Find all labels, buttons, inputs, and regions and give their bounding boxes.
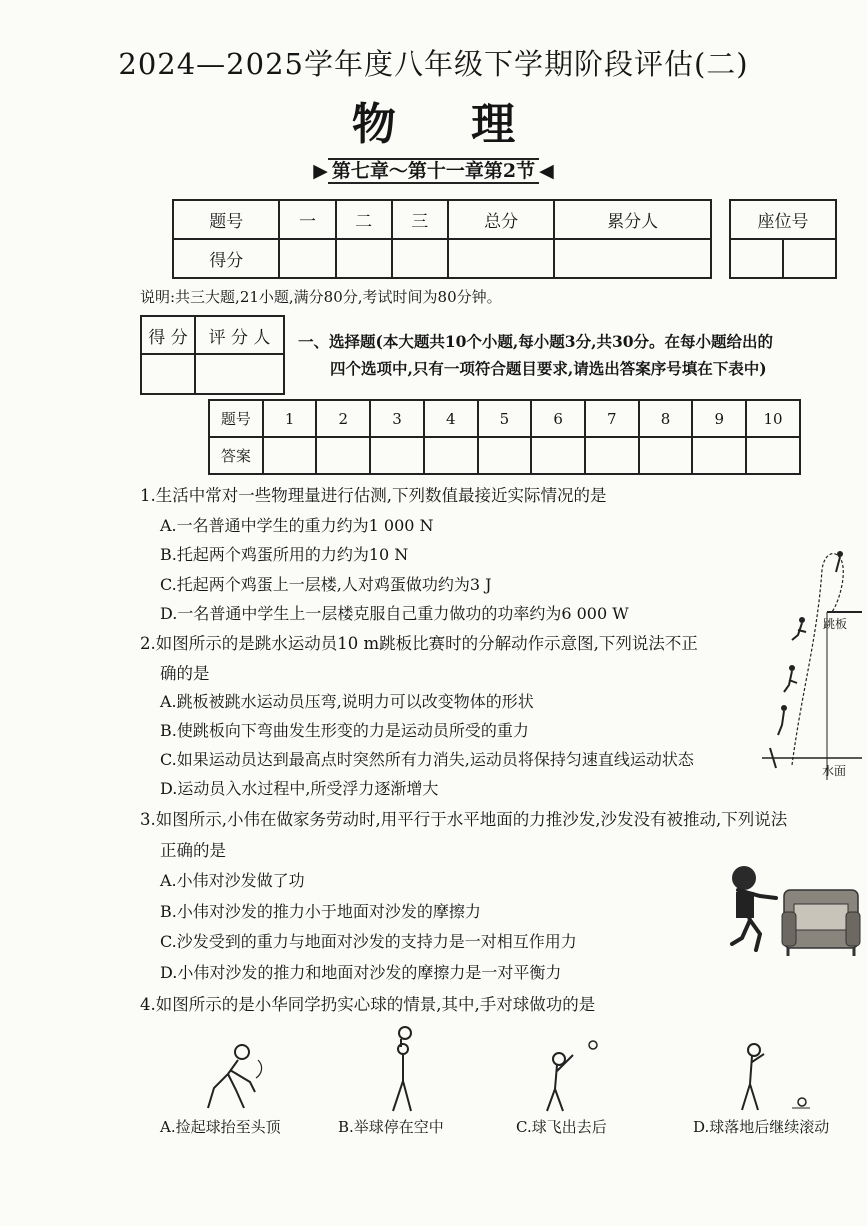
- q3-option-d: D.小伟对沙发的推力和地面对沙发的摩擦力是一对平衡力: [160, 963, 562, 982]
- score-cell[interactable]: [448, 239, 554, 278]
- q3-option-a: A.小伟对沙发做了功: [160, 871, 305, 890]
- answer-cell[interactable]: [692, 437, 746, 474]
- answer-cell[interactable]: [531, 437, 585, 474]
- q2-stem-line2: 确的是: [160, 664, 210, 683]
- exam-note: 说明:共三大题,21小题,满分80分,考试时间为80分钟。: [140, 288, 502, 306]
- q1-stem: 1.生活中常对一些物理量进行估测,下列数值最接近实际情况的是: [140, 486, 607, 505]
- pushing-sofa-figure: [720, 860, 862, 960]
- seat-label: 座位号: [730, 200, 836, 239]
- q2-stem-line1: 2.如图所示的是跳水运动员10 m跳板比赛时的分解动作示意图,下列说法不正: [140, 634, 698, 653]
- section-one-line2: 四个选项中,只有一项符合题目要求,请选出答案序号填在下表中): [330, 359, 767, 378]
- answer-cell[interactable]: [424, 437, 478, 474]
- answer-table: [208, 399, 801, 475]
- q2-option-c: C.如果运动员达到最高点时突然所有力消失,运动员将保持匀速直线运动状态: [160, 750, 694, 769]
- grader-name-label: 评 分 人: [195, 316, 284, 354]
- q4-caption-b: B.举球停在空中: [338, 1118, 444, 1136]
- score-header-cell: 总分: [448, 200, 554, 239]
- answer-cell[interactable]: [478, 437, 532, 474]
- answer-a-label: 答案: [209, 437, 263, 474]
- q3-stem-line1: 3.如图所示,小伟在做家务劳动时,用平行于水平地面的力推沙发,沙发没有被推动,下列说法: [140, 810, 788, 829]
- score-header-cell: 二: [336, 200, 392, 239]
- answer-number: 7: [585, 400, 639, 437]
- right-triangle-icon: ◀: [539, 160, 554, 182]
- fig-board-label: 跳板: [823, 617, 848, 631]
- subject-title: 物 理: [351, 99, 516, 150]
- q4-stem: 4.如图所示的是小华同学扔实心球的情景,其中,手对球做功的是: [140, 995, 596, 1014]
- chapter-label: 第七章～第十一章第2节: [328, 158, 539, 184]
- q3-option-c: C.沙发受到的重力与地面对沙发的支持力是一对相互作用力: [160, 932, 577, 951]
- score-cell[interactable]: [392, 239, 448, 278]
- section-one-line1: 一、选择题(本大题共10个小题,每小题3分,共30分。在每小题给出的: [298, 332, 774, 351]
- answer-number: 5: [478, 400, 532, 437]
- answer-number: 1: [263, 400, 317, 437]
- score-table: [172, 199, 712, 279]
- section-one-heading: [298, 328, 863, 382]
- q1-option-b: B.托起两个鸡蛋所用的力约为10 N: [160, 545, 409, 564]
- grader-name-cell[interactable]: [195, 354, 284, 394]
- answer-cell[interactable]: [316, 437, 370, 474]
- answer-number: 3: [370, 400, 424, 437]
- answer-number: 10: [746, 400, 800, 437]
- q4-caption-d: D.球落地后继续滚动: [693, 1118, 830, 1136]
- q4-caption-c: C.球飞出去后: [516, 1118, 607, 1136]
- throw-figure-c: [535, 1035, 605, 1115]
- q3-stem-line2: 正确的是: [160, 841, 226, 860]
- left-triangle-icon: ▶: [313, 160, 328, 182]
- answer-number: 4: [424, 400, 478, 437]
- score-header-cell: 累分人: [554, 200, 711, 239]
- throw-figure-b: [375, 1025, 435, 1115]
- q1-option-c: C.托起两个鸡蛋上一层楼,人对鸡蛋做功约为3 J: [160, 575, 492, 594]
- throw-figure-d: [730, 1040, 810, 1115]
- fig-water-label: 水面: [822, 764, 847, 778]
- seat-cell[interactable]: [730, 239, 783, 278]
- exam-title: 2024—2025学年度八年级下学期阶段评估(二): [118, 47, 749, 81]
- answer-cell[interactable]: [370, 437, 424, 474]
- score-cell[interactable]: [336, 239, 392, 278]
- score-cell[interactable]: [279, 239, 335, 278]
- grader-score-label: 得 分: [141, 316, 195, 354]
- q1-option-a: A.一名普通中学生的重力约为1 000 N: [160, 516, 434, 535]
- score-row-label: 得分: [173, 239, 279, 278]
- answer-cell[interactable]: [585, 437, 639, 474]
- q2-option-d: D.运动员入水过程中,所受浮力逐渐增大: [160, 779, 439, 798]
- answer-cell[interactable]: [746, 437, 800, 474]
- q2-option-a: A.跳板被跳水运动员压弯,说明力可以改变物体的形状: [160, 692, 534, 711]
- answer-cell[interactable]: [639, 437, 693, 474]
- q2-option-b: B.使跳板向下弯曲发生形变的力是运动员所受的重力: [160, 721, 529, 740]
- q4-caption-a: A.捡起球抬至头顶: [160, 1118, 281, 1136]
- score-cell[interactable]: [554, 239, 711, 278]
- throw-figure-a: [200, 1040, 270, 1115]
- score-header-cell: 一: [279, 200, 335, 239]
- q3-option-b: B.小伟对沙发的推力小于地面对沙发的摩擦力: [160, 902, 481, 921]
- answer-number: 2: [316, 400, 370, 437]
- score-header-cell: 三: [392, 200, 448, 239]
- answer-q-label: 题号: [209, 400, 263, 437]
- grader-box: [140, 315, 285, 395]
- grader-score-cell[interactable]: [141, 354, 195, 394]
- seat-table: [729, 199, 837, 279]
- q1-option-d: D.一名普通中学生上一层楼克服自己重力做功的功率约为6 000 W: [160, 604, 629, 623]
- score-header-cell: 题号: [173, 200, 279, 239]
- diving-figure: [762, 540, 862, 780]
- seat-cell[interactable]: [783, 239, 836, 278]
- answer-number: 6: [531, 400, 585, 437]
- chapter-range: [0, 156, 867, 183]
- answer-number: 9: [692, 400, 746, 437]
- answer-number: 8: [639, 400, 693, 437]
- answer-cell[interactable]: [263, 437, 317, 474]
